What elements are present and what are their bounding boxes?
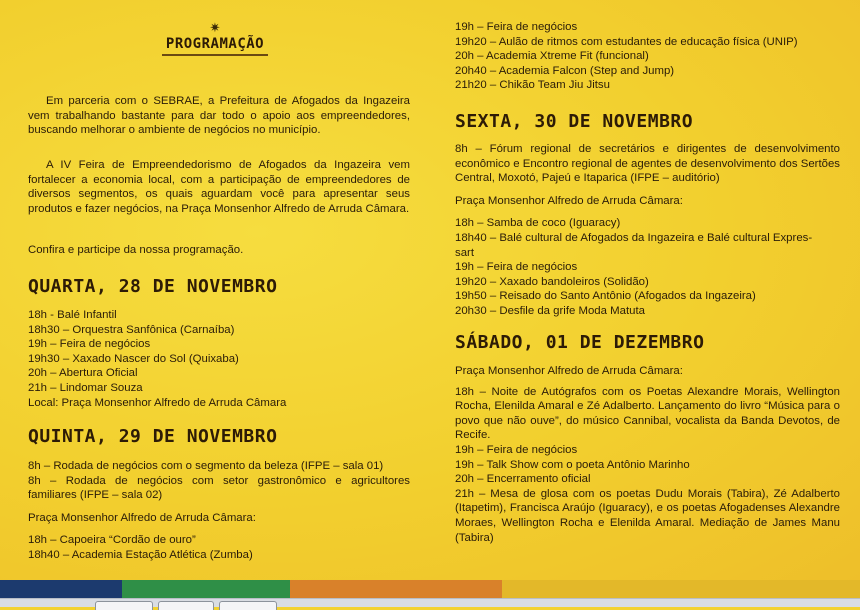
schedule-item: 19h20 – Xaxado bandoleiros (Solidão) [455,275,649,288]
schedule-item: 8h – Rodada de negócios com setor gastronômico e agricultores [28,474,410,487]
schedule-item: 19h20 – Aulão de ritmos com estudantes de educação física (UNIP) [455,35,798,48]
schedule-item: 8h – Fórum regional de secretários e dirigentes de desenvolvimento econômico e Encontro regional de agentes de desenvolvimento dos Sertões Central, Moxotó, Pajeú e Itaparica (IFPE – auditório) [455,143,840,185]
day-heading-quinta: QUINTA, 29 DE NOVEMBRO [28,426,278,447]
schedule-item: 21h – Lindomar Souza [28,381,143,394]
schedule-item: 19h30 – Xaxado Nascer do Sol (Quixaba) [28,352,239,365]
program-header [140,22,290,56]
day-heading-sabado: SÁBADO, 01 DE DEZEMBRO [455,332,705,353]
color-stripe [0,580,860,598]
schedule-item: 18h40 – Balé cultural de Afogados da Ingazeira e Balé cultural Expres- [455,231,813,244]
program-title: PROGRAMAÇÃO [162,34,268,56]
intro-paragraph-2: A IV Feira de Empreendedorismo de Afogados da Ingazeira vem fortalecer a economia local, com a participação de empreendedores de diversos segmentos, os quais aguardam você para apresentar seus produtos e fazer negócios, na Praça Monsenhor Alfredo de Arruda Câmara. [28,159,410,215]
schedule-item: 19h50 – Reisado do Santo Antônio (Afogados da Ingazeira) [455,290,756,303]
schedule-item: 18h – Samba de coco (Iguaracy) [455,217,621,230]
schedule-place: Praça Monsenhor Alfredo de Arruda Câmara: [28,511,256,524]
schedule-quarta [28,308,410,410]
schedule-item: 20h – Encerramento oficial [455,473,591,486]
schedule-item: 21h – Mesa de glosa com os poetas Dudu Morais (Tabira), Zé Adalberto (Itapetim), Francisca Araújo (Iguaracy), e os poetas Afogadenses Alexandre Moraes, Wellington Rocha e Elenilda Amaral. Mediação de James Manu (Tabira) [455,487,840,544]
schedule-item: 18h30 – Orquestra Sanfônica (Carnaíba) [28,323,235,336]
intro-paragraph-1: Em parceria com o SEBRAE, a Prefeitura de Afogados da Ingazeira vem trabalhando bastante para dar todo o apoio aos empreendedores, buscando melhorar o ambiente de negócios no município. [28,95,410,137]
schedule-item-cont: familiares (IFPE – sala 02) [28,489,163,502]
stripe-yellow [502,580,860,598]
schedule-item: 20h – Abertura Oficial [28,367,138,380]
stripe-orange [290,580,502,598]
schedule-item: 20h – Academia Xtreme Fit (funcional) [455,50,649,63]
schedule-item: 19h – Feira de negócios [455,261,578,274]
schedule-item: 18h – Noite de Autógrafos com os Poetas Alexandre Morais, Wellington Rocha, Elenilda Amaral e Zé Adalberto. Lançamento do livro “Música para o povo que não ouve”, do músico Cannibal, vocalista da Banda Devotos, de Recife. [455,385,840,442]
schedule-location: Local: Praça Monsenhor Alfredo de Arruda Câmara [28,396,287,409]
schedule-sexta [455,142,840,319]
schedule-item-cont: sart [455,246,474,259]
schedule-quinta [28,459,410,563]
schedule-item: 18h – Capoeira “Cordão de ouro” [28,534,196,547]
schedule-quinta-continued [455,20,840,93]
day-heading-quarta: QUARTA, 28 DE NOVEMBRO [28,276,278,297]
schedule-item: 19h – Feira de negócios [455,443,578,456]
schedule-item: 18h40 – Academia Estação Atlética (Zumba) [28,548,253,561]
schedule-place: Praça Monsenhor Alfredo de Arruda Câmara: [455,365,683,377]
schedule-item: 20h40 – Academia Falcon (Step and Jump) [455,64,675,77]
schedule-item: 21h20 – Chikão Team Jiu Jitsu [455,79,610,92]
schedule-place: Praça Monsenhor Alfredo de Arruda Câmara: [455,194,683,207]
schedule-item: 19h – Feira de negócios [28,338,151,351]
stripe-navy [0,580,122,598]
stripe-green [122,580,290,598]
schedule-item: 20h30 – Desfile da grife Moda Matuta [455,304,645,317]
schedule-item: 8h – Rodada de negócios com o segmento da beleza (IFPE – sala 01) [28,460,384,472]
sun-ornament-icon: ✷ [209,20,221,35]
day-heading-sexta: SEXTA, 30 DE NOVEMBRO [455,111,694,132]
intro-paragraph-3: Confira e participe da nossa programação. [28,244,244,256]
schedule-item: 19h – Talk Show com o poeta Antônio Marinho [455,458,690,471]
schedule-item: 19h – Feira de negócios [455,21,578,33]
schedule-item: 18h - Balé Infantil [28,309,117,321]
schedule-sabado [455,364,840,545]
